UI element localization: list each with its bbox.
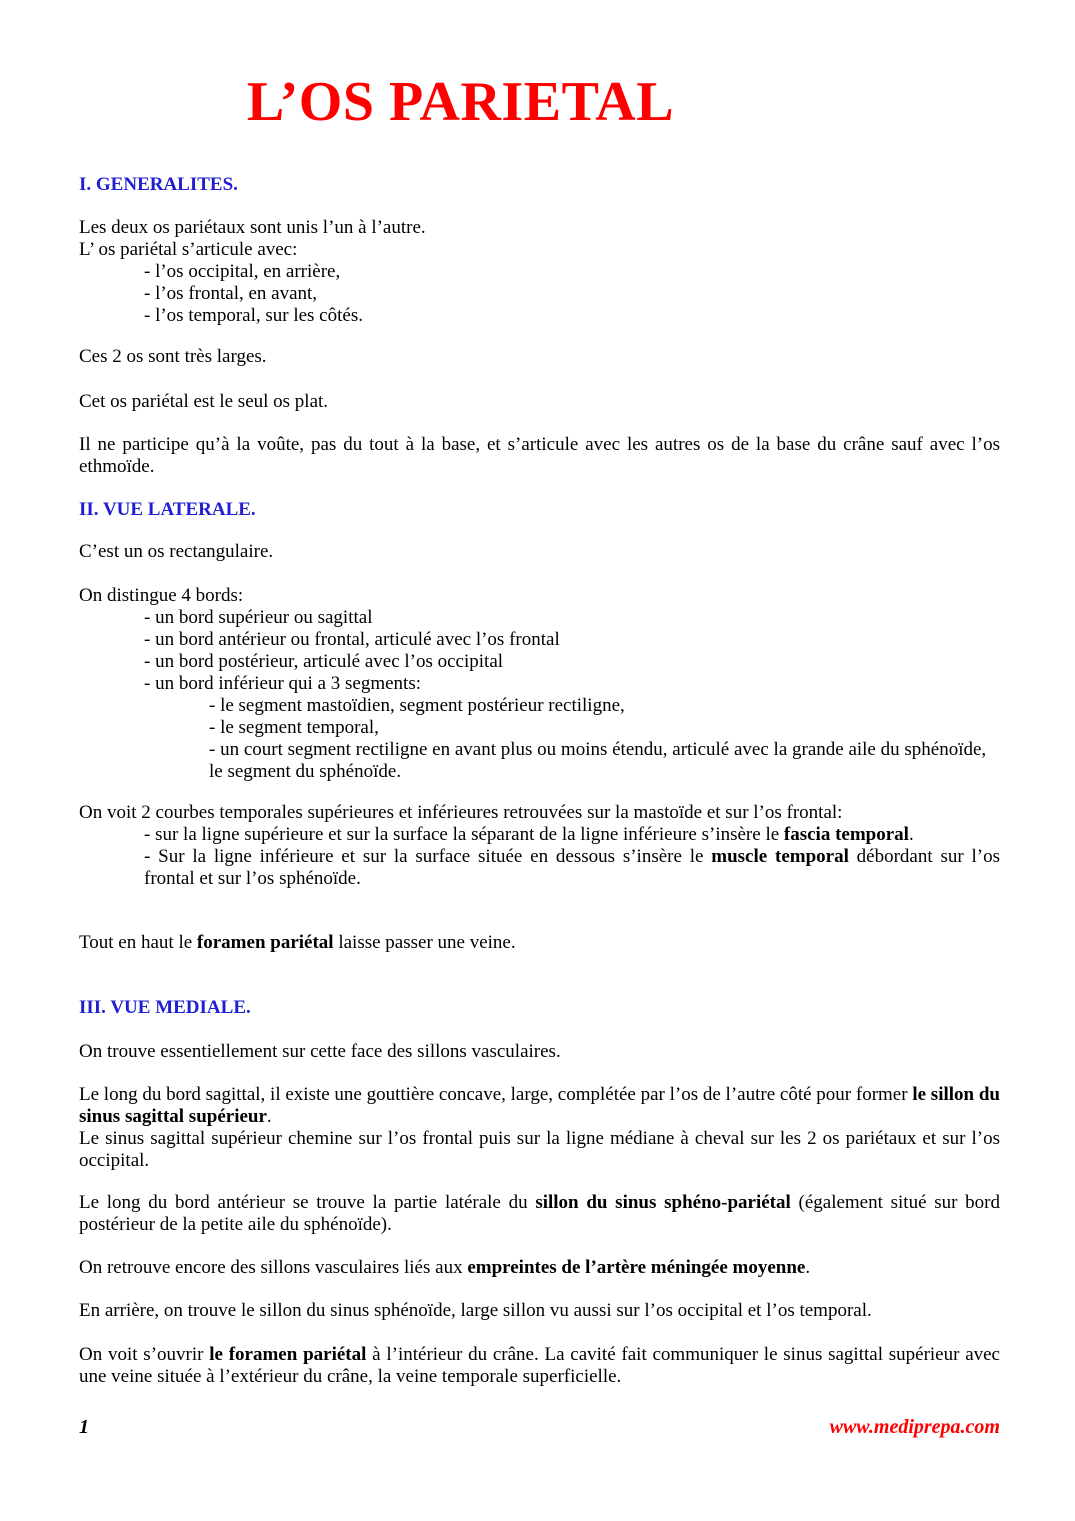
paragraph: En arrière, on trouve le sillon du sinus sphénoïde, large sillon vu aussi sur l’os occipital et l’os temporal. bbox=[79, 1300, 872, 1321]
paragraph: Il ne participe qu’à la voûte, pas du tout à la base, et s’articule avec les autres os de la base du crâne sauf avec l’os ethmoïde. bbox=[79, 434, 1000, 477]
list-item: - l’os occipital, en arrière, bbox=[144, 261, 341, 282]
paragraph bbox=[79, 1257, 1000, 1279]
bold-term: le sillon du sinus sagittal supérieur bbox=[79, 1084, 1000, 1127]
bold-term: sillon du sinus sphéno-pariétal bbox=[535, 1192, 791, 1213]
section-3-heading: III. VUE MEDIALE. bbox=[79, 997, 251, 1018]
list-item: - l’os frontal, en avant, bbox=[144, 283, 318, 304]
list-item bbox=[144, 824, 1000, 846]
page-title: L’OS PARIETAL bbox=[246, 71, 675, 133]
bold-term: muscle temporal bbox=[711, 846, 849, 867]
text-run: Le long du bord antérieur se trouve la partie latérale du bbox=[79, 1192, 536, 1213]
text-run: . bbox=[908, 824, 914, 845]
paragraph: Cet os pariétal est le seul os plat. bbox=[79, 391, 329, 412]
sub-list-item bbox=[79, 739, 1000, 783]
paragraph: On trouve essentiellement sur cette face des sillons vasculaires. bbox=[79, 1041, 561, 1062]
text-run: (également situé sur bord postérieur de la petite aile du sphénoïde). bbox=[79, 1192, 1000, 1235]
list-item: - un bord supérieur ou sagittal bbox=[144, 607, 373, 628]
bold-term: foramen pariétal bbox=[196, 932, 334, 953]
text-run: On voit s’ouvrir bbox=[79, 1344, 210, 1365]
list-item: - un bord antérieur ou frontal, articulé avec l’os frontal bbox=[144, 629, 560, 650]
text-run: débordant sur l’os frontal et sur l’os sphénoïde. bbox=[144, 846, 1000, 889]
text-run: . bbox=[805, 1257, 811, 1278]
sub-list-item: - le segment mastoïdien, segment postérieur rectiligne, bbox=[209, 695, 625, 716]
list-item: - un bord inférieur qui a 3 segments: bbox=[144, 673, 422, 694]
text-run: à l’intérieur du crâne. La cavité fait communiquer le sinus sagittal supérieur avec une veine située à l’extérieur du crâne, la veine temporale superficielle. bbox=[79, 1344, 1000, 1387]
text-run: Le long du bord sagittal, il existe une gouttière concave, large, complétée par l’os de l’autre côté pour former bbox=[79, 1084, 913, 1105]
sub-list-item-text: - un court segment rectiligne en avant plus ou moins étendu, articulé avec la grande aile du sphénoïde, le segment du sphénoïde. bbox=[209, 739, 987, 782]
text-run: . bbox=[266, 1106, 272, 1127]
text-line: Les deux os pariétaux sont unis l’un à l’autre. bbox=[79, 217, 426, 238]
paragraph: Ces 2 os sont très larges. bbox=[79, 346, 267, 367]
paragraph bbox=[79, 1344, 1000, 1388]
paragraph bbox=[79, 1084, 1000, 1128]
bold-term: empreintes de l’artère méningée moyenne bbox=[467, 1257, 806, 1278]
footer-link[interactable]: www.mediprepa.com bbox=[829, 1416, 1000, 1438]
text-line: On distingue 4 bords: bbox=[79, 585, 244, 606]
text-run: Tout en haut le bbox=[79, 932, 197, 953]
paragraph bbox=[79, 932, 1000, 954]
bold-term: le foramen pariétal bbox=[209, 1344, 367, 1365]
text-line: L’ os pariétal s’articule avec: bbox=[79, 239, 298, 260]
paragraph bbox=[79, 1192, 1000, 1236]
text-run: - Sur la ligne inférieure et sur la surface située en dessous s’insère le bbox=[144, 846, 712, 867]
section-1-heading: I. GENERALITES. bbox=[79, 174, 238, 195]
border-list bbox=[79, 585, 1000, 783]
sub-list-item: - le segment temporal, bbox=[209, 717, 379, 738]
temporal-curves bbox=[79, 802, 1000, 890]
section-1-intro bbox=[79, 217, 1000, 327]
text-line: On voit 2 courbes temporales supérieures et inférieures retrouvées sur la mastoïde et sur l’os frontal: bbox=[79, 802, 843, 823]
text-run: - sur la ligne supérieure et sur la surface la séparant de la ligne inférieure s’insère le bbox=[144, 824, 784, 845]
bold-term: fascia temporal bbox=[783, 824, 909, 845]
text-run: laisse passer une veine. bbox=[333, 932, 516, 953]
paragraph: Le sinus sagittal supérieur chemine sur l’os frontal puis sur la ligne médiane à cheval sur les 2 os pariétaux et sur l’os occipital. bbox=[79, 1128, 1000, 1171]
page-number: 1 bbox=[79, 1416, 89, 1438]
list-item bbox=[144, 846, 1000, 890]
paragraph: C’est un os rectangulaire. bbox=[79, 541, 274, 562]
list-item: - l’os temporal, sur les côtés. bbox=[144, 305, 363, 326]
list-item: - un bord postérieur, articulé avec l’os occipital bbox=[144, 651, 504, 672]
text-run: On retrouve encore des sillons vasculaires liés aux bbox=[79, 1257, 468, 1278]
section-2-heading: II. VUE LATERALE. bbox=[79, 499, 256, 520]
